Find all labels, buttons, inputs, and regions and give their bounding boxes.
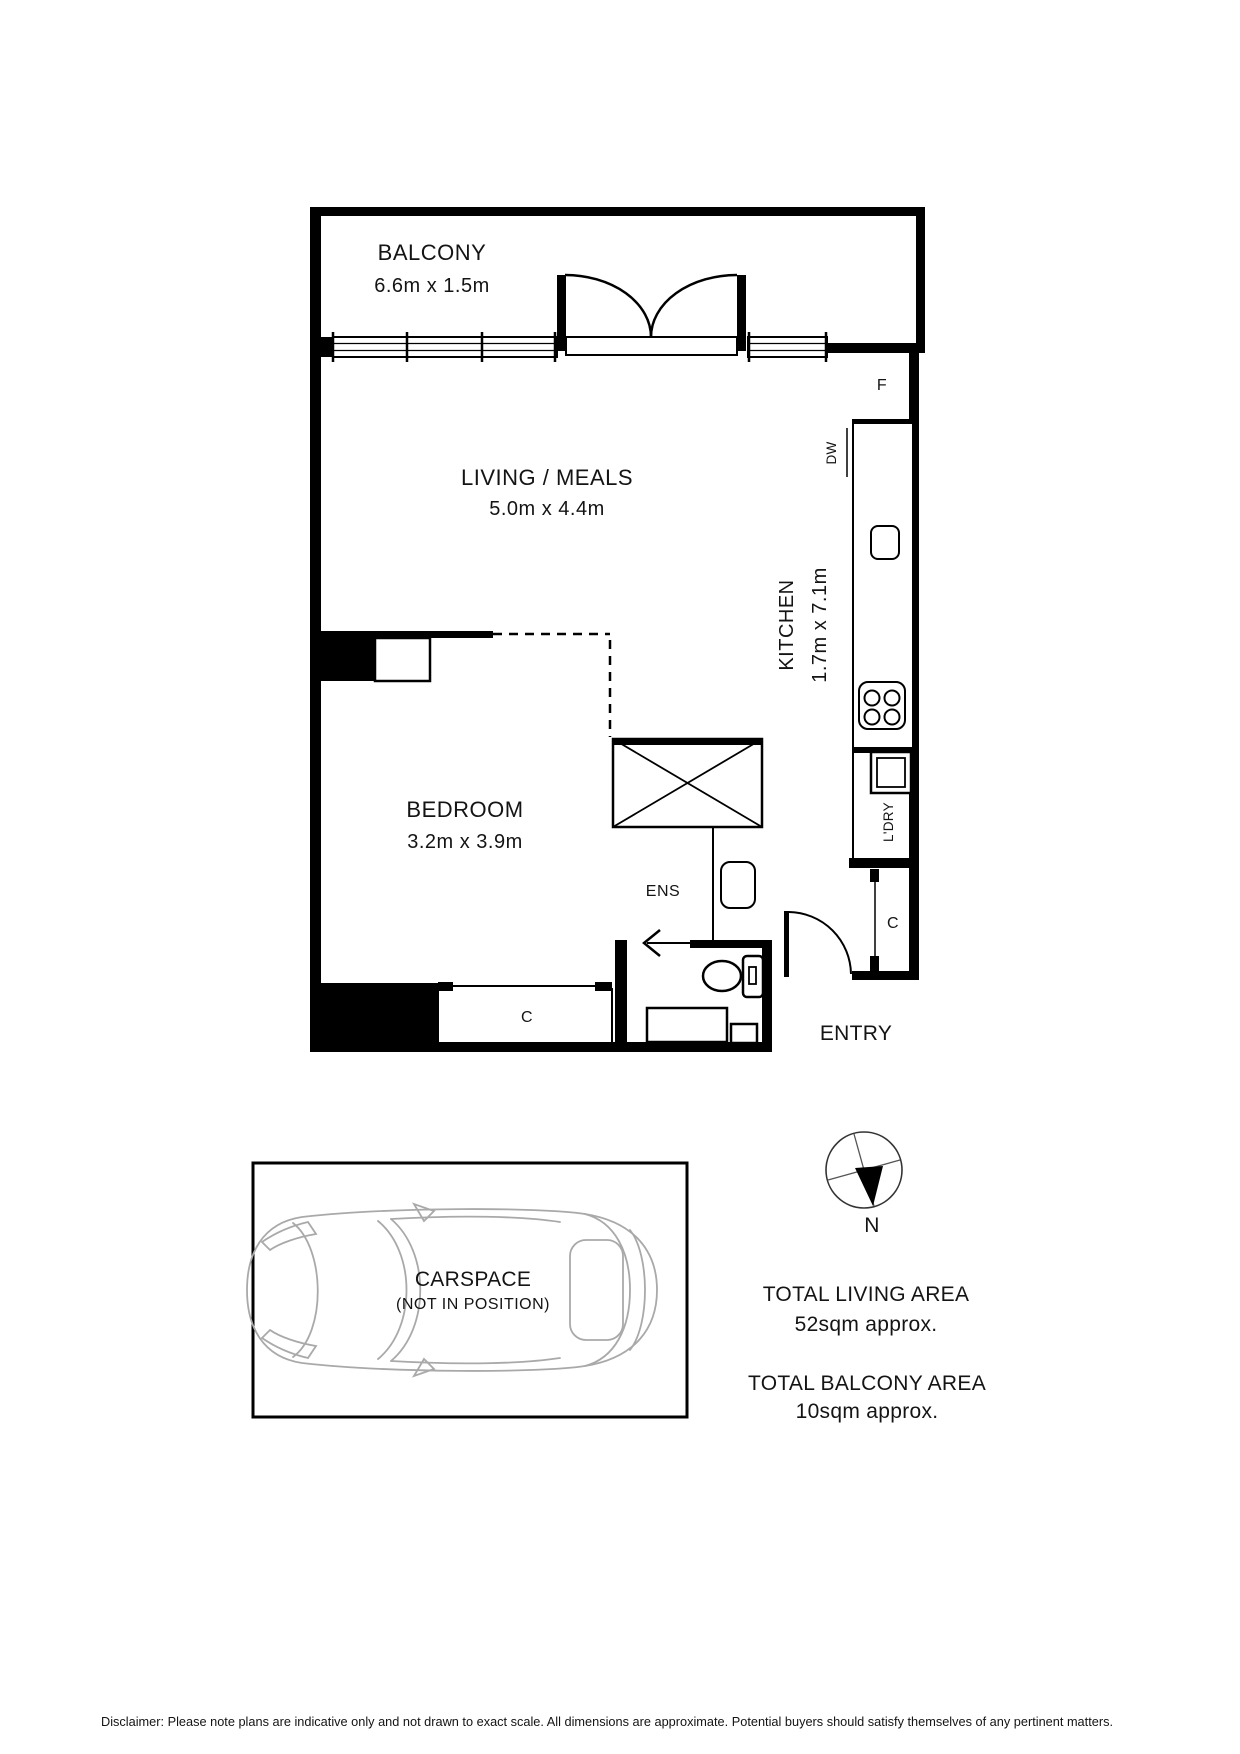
entry-closet-label: C (886, 915, 900, 932)
wall-column (321, 637, 375, 681)
north-compass (826, 1132, 902, 1237)
wall-top (310, 207, 925, 216)
dishwasher-label: DW (824, 441, 839, 465)
basin (721, 862, 755, 908)
ensuite-entry-arrow (644, 930, 692, 956)
door-swing-arc-left (565, 275, 651, 337)
ensuite-label: ENS (645, 883, 681, 900)
kitchen-bench (847, 419, 913, 753)
area-totals (748, 1283, 986, 1423)
door-swing-arc-right (651, 275, 737, 337)
total-balcony-area-title: TOTAL BALCONY AREA (747, 1372, 987, 1395)
entry-cupboard (870, 869, 879, 971)
toilet (703, 956, 763, 997)
total-living-area-value: 52sqm approx. (794, 1313, 938, 1336)
wall-laundry-bottom (849, 858, 911, 868)
shower-box (613, 738, 762, 827)
laundry-label: L'DRY (881, 802, 896, 842)
balcony-label: BALCONY (377, 240, 487, 265)
balcony-french-doors (557, 275, 746, 355)
wall-entry-bottom (852, 971, 919, 980)
wall-closet-mass (313, 983, 438, 1043)
wall-bottom (310, 1042, 772, 1052)
disclaimer-text: Disclaimer: Please note plans are indicative only and not drawn to exact scale. All dimensions are approximate. Potential buyers should satisfy themselves of any pertinent matters. (101, 1715, 1113, 1729)
wall-ensuite-right (762, 940, 772, 1052)
window-left (333, 332, 557, 362)
ensuite (644, 828, 763, 1043)
window-right (748, 332, 827, 362)
carspace-label: CARSPACE (414, 1268, 532, 1291)
kitchen-sink (871, 526, 899, 559)
total-balcony-area-value: 10sqm approx. (795, 1400, 939, 1423)
wall-ensuite-top (690, 940, 764, 948)
wall-balcony-right (916, 207, 925, 353)
kitchen-label: KITCHEN (776, 579, 798, 671)
bedroom-dims: 3.2m x 3.9m (407, 831, 523, 853)
vanity (647, 1008, 727, 1042)
bedroom-closet-label: C (520, 1009, 534, 1026)
wall-window-stub (310, 337, 333, 357)
wall-ensuite-left (615, 940, 627, 1043)
wall-nib-box (375, 638, 430, 681)
entry-door (784, 911, 851, 977)
walls (310, 207, 925, 1052)
cooktop (859, 682, 905, 729)
carspace-note: (NOT IN POSITION) (396, 1296, 550, 1313)
dashed-partition-line (493, 634, 610, 737)
balcony-dims: 6.6m x 1.5m (374, 275, 490, 297)
entry-door-arc (789, 912, 851, 974)
vanity-cabinet (731, 1024, 757, 1043)
compass-needle (855, 1166, 883, 1206)
carspace-box (247, 1163, 687, 1417)
living-meals-label: LIVING / MEALS (460, 465, 634, 490)
kitchen-dims: 1.7m x 7.1m (809, 567, 831, 683)
total-living-area-title: TOTAL LIVING AREA (762, 1283, 970, 1306)
living-meals-dims: 5.0m x 4.4m (489, 498, 605, 520)
fridge-label: F (876, 377, 888, 394)
bedroom-label: BEDROOM (406, 797, 524, 822)
wall-left (310, 207, 321, 1052)
entry-label: ENTRY (819, 1022, 893, 1045)
north-label: N (864, 1214, 880, 1237)
